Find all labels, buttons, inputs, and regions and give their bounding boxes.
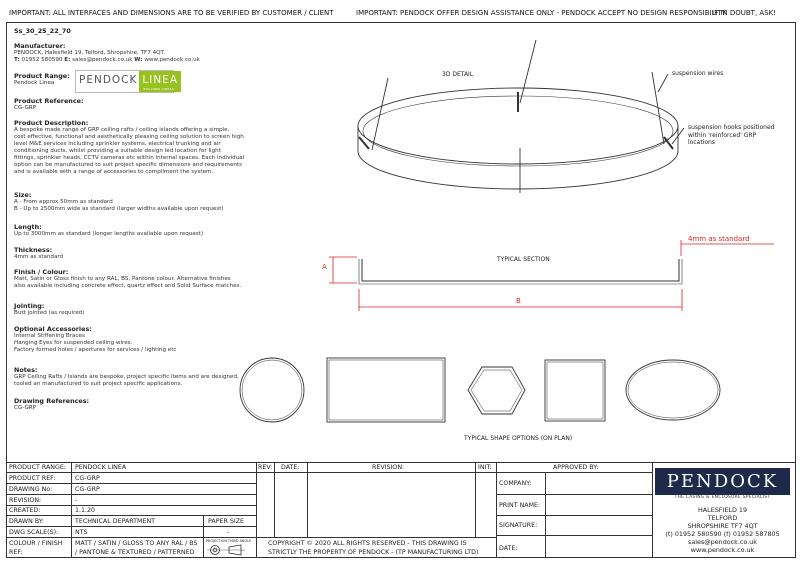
- approved-by-label: APPROVED BY:: [553, 464, 599, 471]
- pendock-logo: PENDOCK: [655, 468, 790, 495]
- tel-value: 01952 580590: [21, 57, 63, 63]
- product-reference-heading: Product Reference:: [14, 97, 84, 105]
- web-label: W:: [134, 57, 143, 63]
- approval-line: [496, 515, 652, 516]
- row-line: [6, 515, 256, 516]
- tel-label: T:: [14, 57, 20, 63]
- shape-options: [240, 358, 720, 422]
- print-name-label: PRINT NAME:: [499, 502, 541, 509]
- product-range-value: Pendock Linea: [14, 80, 55, 86]
- row-line: [6, 505, 256, 506]
- thickness-heading: Thickness:: [14, 246, 53, 254]
- drawing-code: Ss_30_25_22_70: [14, 27, 71, 35]
- linea-logo-tagline: BUILDING LINEAS: [143, 87, 175, 91]
- accessory-line: Internal Stiffening Braces: [14, 333, 85, 339]
- description-line: option can be manufactured to suit project specific dimensions and requirements: [14, 162, 243, 168]
- finish-line: also available including concrete effect, quartz effect and Solid Surface matches.: [14, 283, 242, 289]
- section-label: TYPICAL SECTION: [497, 256, 550, 263]
- row-line: [6, 537, 256, 538]
- address-line: SHROPSHIRE TF7 4QT: [687, 522, 758, 530]
- pendock-address: [655, 506, 790, 554]
- date-label: DATE:: [499, 545, 518, 552]
- revision-header-line: [256, 472, 496, 473]
- notes-heading: Notes:: [14, 366, 38, 374]
- description-line: level M&E services including sprinkler systems, electrical trunking and air: [14, 141, 221, 147]
- address-line: HALESFIELD 19: [697, 506, 748, 514]
- description-line: cost effective, functional and aesthetically pleasing ceiling solution to screen high: [14, 134, 244, 140]
- disclaimer-left: IMPORTANT: ALL INTERFACES AND DIMENSIONS ARE TO BE VERIFIED BY CUSTOMER / CLIENT: [9, 9, 334, 17]
- web-value: www.pendock.co.uk: [144, 57, 200, 63]
- detail-label: 3D DETAIL: [442, 71, 474, 78]
- revision-label: REVISION:: [9, 497, 42, 504]
- ceiling-raft-3d: [358, 40, 684, 193]
- product-ref-value: CG-GRP: [75, 475, 100, 482]
- dwg-scale-value: NTS: [75, 529, 88, 536]
- col-line: [71, 462, 72, 558]
- revision-value: -: [75, 497, 78, 504]
- description-line: A bespoke made range of GRP ceiling rafts / ceiling islands offering a simple,: [14, 127, 230, 133]
- notes-line: GRP Ceiling Rafts / Islands are bespoke, project specific items and are designed,: [14, 374, 239, 380]
- address-website[interactable]: www.pendock.co.uk: [690, 546, 755, 554]
- manufacturer-address: PENDOCK, Halesfield 19, Telford, Shropshire, TF7 4QT.: [14, 50, 166, 56]
- shapes-label: TYPICAL SHAPE OPTIONS (ON PLAN): [464, 435, 573, 442]
- drawing-references-heading: Drawing References:: [14, 397, 90, 405]
- copyright-line-1: COPYRIGHT © 2020 ALL RIGHTS RESERVED - THIS DRAWING IS: [268, 540, 467, 547]
- drawing-no-value: CG-GRP: [75, 486, 100, 493]
- finish-line: Matt, Satin or Gloss finish to any RAL, BS, Pantone colour. Alternative finishes: [14, 276, 231, 282]
- col-line: [496, 462, 497, 558]
- drawing-no-label: DRAWING No:: [9, 486, 53, 493]
- product-range-label: PRODUCT RANGE:: [9, 464, 66, 471]
- disclaimer-middle: IMPORTANT: PENDOCK OFFER DESIGN ASSISTANCE ONLY - PENDOCK ACCEPT NO DESIGN RESPONSIBILITY: [356, 9, 727, 17]
- created-value: 1.1.20: [75, 507, 96, 514]
- paper-size-label: PAPER SIZE: [208, 518, 245, 525]
- dimension-lines: [329, 240, 774, 311]
- jointing-line: Butt jointed (as required): [14, 310, 85, 316]
- revision-header: REVISION:: [372, 464, 405, 471]
- third-angle-projection-icon: [207, 544, 247, 556]
- finish-heading: Finish / Colour:: [14, 268, 69, 276]
- product-ref-label: PRODUCT REF:: [9, 475, 56, 482]
- accessory-line: Hanging Eyes for suspended ceiling wires.: [14, 340, 133, 346]
- size-line: B - Up to 2500mm wide as standard (larger widths available upon request): [14, 206, 224, 212]
- accessories-heading: Optional Accessories:: [14, 325, 92, 333]
- linea-logo-word: LINEA: [142, 74, 179, 86]
- address-line: TELFORD: [707, 514, 738, 522]
- email-label: E:: [64, 57, 71, 63]
- thickness-dimension: 4mm as standard: [688, 235, 750, 243]
- drawing-references-value: CG-GRP: [14, 405, 37, 411]
- product-range-value: PENDOCK LINEA: [75, 464, 127, 471]
- size-line: A - From approx 50mm as standard: [14, 199, 113, 205]
- col-line: [203, 515, 204, 558]
- disclaimer-right: IF IN DOUBT, ASK!: [712, 9, 777, 17]
- pendock-tagline: THE CASING & ENCLOSURE SPECIALIST: [674, 495, 771, 500]
- drawn-by-label: DRAWN BY:: [9, 518, 44, 525]
- length-heading: Length:: [14, 223, 42, 231]
- row-line: [6, 494, 256, 495]
- description-line: and is available with a range of accessories to compliment the system.: [14, 169, 214, 175]
- thickness-line: 4mm as standard: [14, 254, 64, 260]
- rev-header: REV:: [258, 464, 273, 471]
- titleblock-top-border: [6, 462, 796, 463]
- init-header: INIT:: [478, 464, 492, 471]
- col-line: [274, 462, 275, 537]
- accessory-line: Factory formed holes / apertures for services / lighting etc: [14, 347, 177, 353]
- approval-line: [496, 494, 652, 495]
- hooks-note-line: within 'reinforced' GRP: [688, 131, 757, 139]
- projection-label: PROJECTION THIRD ANGLE: [206, 539, 252, 543]
- drawn-by-value: TECHNICAL DEPARTMENT: [75, 518, 155, 525]
- suspension-hooks-note: [688, 124, 774, 147]
- address-line: (t) 01952 580590 (f) 01952 587805: [665, 530, 780, 538]
- col-line: [475, 462, 476, 537]
- row-line: [6, 526, 256, 527]
- row-line: [6, 472, 256, 473]
- hooks-note-line: suspension hooks positioned: [688, 124, 775, 131]
- description-line: conditioning ducts, whilst providing a suitable design led location for light: [14, 148, 221, 154]
- notes-line: tooled an manufactured to suit project specific applications.: [14, 381, 183, 387]
- colour-finish-label: COLOUR / FINISH: [9, 540, 63, 547]
- colour-value-2: / PANTONE & TEXTURED / PATTERNED: [75, 549, 195, 556]
- length-line: Up to 3000mm as standard (longer lengths available upon request): [14, 231, 204, 237]
- col-line: [307, 462, 308, 537]
- description-line: fittings, sprinkler heads, CCTV cameras etc within internal spaces. Each individual: [14, 155, 245, 161]
- copyright-line-2: STRICTLY THE PROPERTY OF PENDOCK - (TP MANUFACTURING LTD): [268, 549, 479, 556]
- manufacturer-heading: Manufacturer:: [14, 42, 66, 50]
- col-line: [652, 462, 653, 558]
- paper-size-value: -: [227, 529, 230, 536]
- product-range-heading: Product Range:: [14, 72, 70, 80]
- colour-value-1: MATT / SATIN / GLOSS TO ANY RAL / BS: [75, 540, 198, 547]
- jointing-heading: Jointing:: [14, 302, 45, 310]
- company-label: COMPANY:: [499, 480, 532, 487]
- product-description-heading: Product Description:: [14, 119, 89, 127]
- colour-ref-label: REF:: [9, 549, 23, 556]
- created-label: CREATED:: [9, 507, 41, 514]
- copyright-line: [256, 537, 496, 538]
- email-value: sales@pendock.co.uk: [72, 57, 133, 63]
- col-line: [545, 472, 546, 558]
- signature-label: SIGNATURE:: [499, 522, 538, 529]
- date-header: DATE:: [281, 464, 300, 471]
- linea-logo-part-a: PENDOCK: [76, 71, 139, 92]
- col-line: [256, 462, 257, 558]
- product-reference-value: CG-GRP: [14, 105, 37, 111]
- approval-line: [496, 472, 652, 473]
- hooks-note-line: locations: [688, 139, 715, 146]
- row-line: [6, 483, 256, 484]
- dwg-scale-label: DWG SCALE(S):: [9, 529, 59, 536]
- dimension-a: A: [322, 263, 327, 271]
- approval-line: [496, 535, 652, 536]
- suspension-wires-note: suspension wires: [672, 70, 724, 77]
- dimension-b: B: [516, 297, 521, 305]
- address-email[interactable]: sales@pendock.co.uk: [687, 538, 758, 546]
- size-heading: Size:: [14, 191, 32, 199]
